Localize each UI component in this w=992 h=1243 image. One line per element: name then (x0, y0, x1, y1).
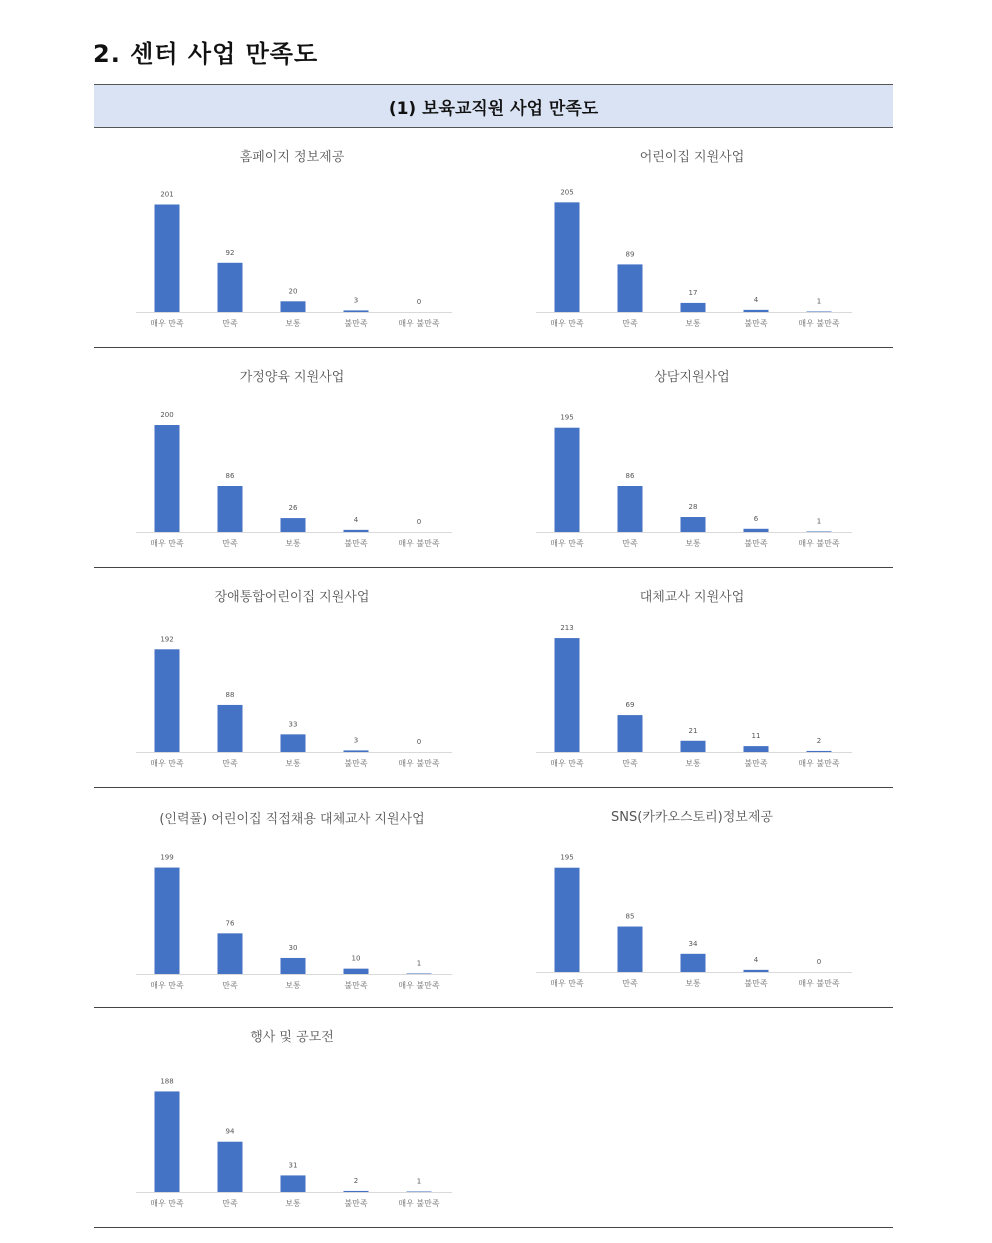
data-label: 188 (160, 1077, 174, 1086)
bar-2 (681, 741, 706, 752)
category-label: 보통 (685, 759, 701, 768)
category-label: 매우 불만족 (798, 979, 840, 988)
data-label: 94 (225, 1127, 235, 1136)
data-label: 195 (560, 413, 574, 422)
category-label: 불만족 (344, 319, 368, 328)
data-label: 4 (753, 955, 759, 964)
data-label: 2 (816, 736, 822, 745)
data-label: 200 (160, 411, 174, 420)
data-label: 21 (688, 726, 698, 735)
data-label: 89 (625, 250, 635, 259)
bar-0 (155, 868, 180, 974)
category-label: 매우 만족 (150, 759, 184, 768)
category-label: 매우 만족 (150, 319, 184, 328)
chart-disability-integrated-support (122, 578, 462, 778)
category-label: 매우 불만족 (798, 539, 840, 548)
category-label: 매우 불만족 (398, 981, 440, 990)
bar-2 (281, 301, 306, 312)
chart-title: 홈페이지 정보제공 (239, 150, 345, 165)
bar-4 (807, 751, 832, 752)
chart-title: 어린이집 지원사업 (639, 150, 745, 165)
bar-3 (344, 310, 369, 312)
data-label: 92 (225, 248, 235, 257)
data-label: 28 (688, 503, 698, 512)
bar-2 (681, 954, 706, 972)
data-label: 6 (753, 514, 759, 523)
bar-chart-svg (522, 578, 862, 778)
row-divider (94, 1007, 893, 1008)
data-label: 0 (416, 298, 422, 306)
category-label: 매우 불만족 (398, 759, 440, 768)
category-label: 보통 (285, 1199, 301, 1208)
bar-chart-svg (522, 798, 862, 998)
data-label: 20 (288, 287, 298, 296)
category-label: 보통 (285, 319, 301, 328)
section-title: 2. 센터 사업 만족도 (93, 40, 319, 68)
category-label: 만족 (622, 979, 638, 988)
bar-2 (281, 734, 306, 752)
data-label: 1 (816, 517, 822, 526)
bar-chart-svg (122, 358, 462, 558)
data-label: 11 (751, 732, 761, 741)
bar-1 (218, 486, 243, 532)
category-label: 매우 만족 (550, 319, 584, 328)
bar-3 (344, 1191, 369, 1192)
bar-2 (281, 518, 306, 532)
category-label: 만족 (222, 539, 238, 548)
category-label: 보통 (285, 539, 301, 548)
data-label: 69 (625, 701, 635, 710)
category-label: 불만족 (344, 981, 368, 990)
category-label: 매우 만족 (150, 981, 184, 990)
data-label: 4 (353, 515, 359, 524)
data-label: 86 (225, 472, 235, 480)
category-label: 만족 (622, 539, 638, 548)
data-label: 34 (688, 939, 698, 948)
bar-chart-svg (122, 578, 462, 778)
bar-3 (744, 746, 769, 752)
category-label: 만족 (622, 759, 638, 768)
data-label: 17 (688, 288, 698, 297)
category-label: 만족 (222, 759, 238, 768)
chart-homepage-info (122, 138, 462, 338)
data-label: 85 (625, 912, 635, 921)
bar-2 (681, 303, 706, 312)
chart-events-contests (122, 1018, 462, 1218)
category-label: 매우 만족 (550, 759, 584, 768)
data-label: 1 (416, 1177, 422, 1186)
chart-direct-hire-substitute (122, 800, 462, 1000)
row-divider (94, 347, 893, 348)
bar-1 (618, 715, 643, 752)
data-label: 88 (225, 690, 235, 699)
category-label: 보통 (285, 981, 301, 990)
data-label: 30 (288, 943, 298, 952)
bar-2 (681, 517, 706, 532)
data-label: 2 (353, 1176, 359, 1185)
category-label: 보통 (685, 319, 701, 328)
category-label: 보통 (685, 979, 701, 988)
category-label: 매우 만족 (150, 539, 184, 548)
bar-1 (618, 264, 643, 312)
chart-title: 대체교사 지원사업 (639, 590, 745, 605)
bar-4 (407, 973, 432, 974)
chart-home-parenting-support (122, 358, 462, 558)
bar-chart-svg (122, 1018, 462, 1218)
row-divider (94, 787, 893, 788)
bar-4 (807, 311, 832, 312)
category-label: 매우 불만족 (398, 539, 440, 548)
data-label: 1 (416, 959, 422, 968)
category-label: 만족 (222, 319, 238, 328)
bar-chart-svg (122, 800, 462, 1000)
category-label: 불만족 (344, 539, 368, 548)
data-label: 0 (416, 738, 422, 746)
bar-0 (155, 425, 180, 532)
data-label: 199 (160, 853, 174, 862)
data-label: 213 (560, 624, 574, 633)
category-label: 매우 만족 (150, 1199, 184, 1208)
bar-1 (218, 933, 243, 974)
data-label: 0 (416, 518, 422, 526)
data-label: 33 (288, 720, 298, 729)
bar-0 (155, 649, 180, 752)
bar-2 (281, 958, 306, 974)
bar-3 (744, 310, 769, 312)
data-label: 76 (225, 919, 235, 928)
category-label: 만족 (222, 1199, 238, 1208)
bar-1 (218, 1142, 243, 1192)
category-label: 매우 불만족 (398, 319, 440, 328)
data-label: 1 (816, 297, 822, 306)
category-label: 불만족 (344, 1199, 368, 1208)
category-label: 불만족 (744, 319, 768, 328)
subsection-header: (1) 보육교직원 사업 만족도 (94, 84, 893, 128)
chart-title: 행사 및 공모전 (250, 1030, 334, 1045)
category-label: 매우 불만족 (798, 759, 840, 768)
chart-title: 장애통합어린이집 지원사업 (214, 590, 370, 605)
category-label: 보통 (285, 759, 301, 768)
bar-1 (618, 486, 643, 532)
category-label: 매우 불만족 (798, 319, 840, 328)
data-label: 10 (351, 954, 361, 963)
bar-0 (555, 202, 580, 312)
category-label: 보통 (685, 539, 701, 548)
data-label: 4 (753, 295, 759, 304)
row-divider (94, 1227, 893, 1228)
data-label: 3 (353, 296, 359, 305)
bar-1 (218, 263, 243, 312)
row-divider (94, 567, 893, 568)
bar-4 (407, 1191, 432, 1192)
chart-daycare-support (522, 138, 862, 338)
bar-0 (555, 638, 580, 752)
data-label: 195 (560, 853, 574, 862)
bar-1 (218, 705, 243, 752)
data-label: 31 (288, 1161, 298, 1170)
chart-counseling-support (522, 358, 862, 558)
bar-3 (744, 529, 769, 532)
bar-1 (618, 927, 643, 972)
category-label: 매우 만족 (550, 539, 584, 548)
data-label: 26 (288, 504, 298, 513)
data-label: 86 (625, 472, 635, 480)
category-label: 불만족 (744, 539, 768, 548)
bar-chart-svg (522, 358, 862, 558)
chart-title: SNS(카카오스토리)정보제공 (611, 810, 773, 825)
chart-substitute-teacher-support (522, 578, 862, 778)
category-label: 매우 불만족 (398, 1199, 440, 1208)
data-label: 205 (560, 188, 574, 197)
bar-4 (807, 531, 832, 532)
category-label: 만족 (622, 319, 638, 328)
data-label: 3 (353, 736, 359, 745)
data-label: 201 (160, 190, 174, 199)
category-label: 매우 만족 (550, 979, 584, 988)
bar-chart-svg (122, 138, 462, 338)
category-label: 불만족 (744, 759, 768, 768)
bar-3 (344, 969, 369, 974)
bar-0 (555, 428, 580, 532)
data-label: 0 (816, 958, 822, 966)
bar-0 (155, 204, 180, 312)
data-label: 192 (160, 635, 174, 644)
chart-sns-info (522, 798, 862, 998)
bar-3 (344, 530, 369, 532)
bar-0 (555, 868, 580, 972)
bar-3 (744, 970, 769, 972)
bar-0 (155, 1091, 180, 1192)
bar-3 (344, 750, 369, 752)
chart-title: (인력풀) 어린이집 직접채용 대체교사 지원사업 (159, 812, 425, 827)
bar-2 (281, 1175, 306, 1192)
chart-title: 가정양육 지원사업 (239, 370, 345, 385)
category-label: 불만족 (744, 979, 768, 988)
bar-chart-svg (522, 138, 862, 338)
chart-title: 상담지원사업 (654, 370, 730, 385)
category-label: 불만족 (344, 759, 368, 768)
category-label: 만족 (222, 981, 238, 990)
